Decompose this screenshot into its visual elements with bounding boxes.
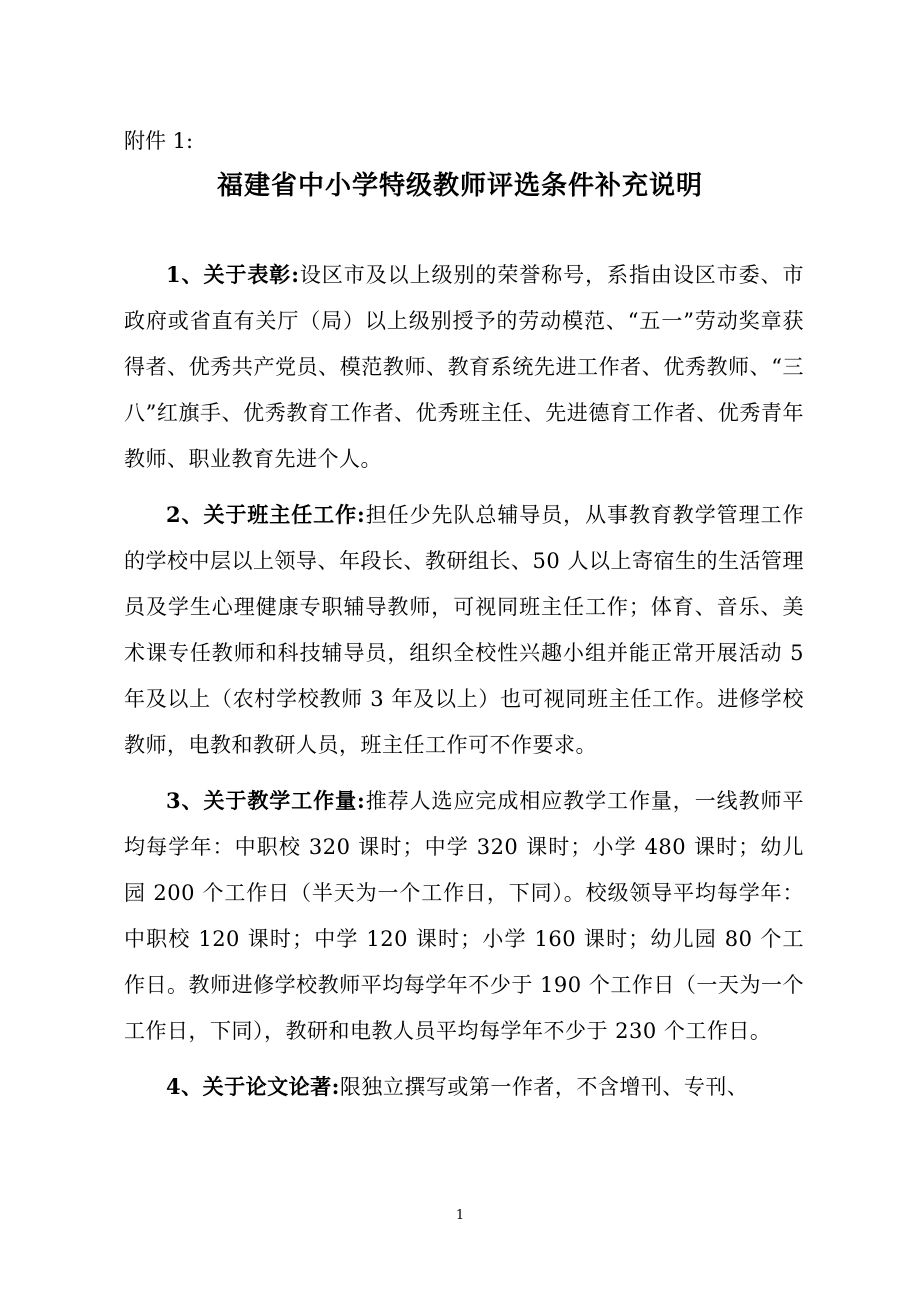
paragraph-text: 设区市及以上级别的荣誉称号，系指由设区市委、市政府或省直有关厅（局）以上级别授予的劳动模范、“五一”劳动奖章获得者、优秀共产党员、模范教师、教育系统先进工作者、优秀教师、“三八”红旗手、优秀教育工作者、优秀班主任、先进德育工作者、优秀青年教师、职业教育先进个人。 <box>124 263 804 471</box>
paragraph-class-teacher <box>124 492 804 768</box>
paragraph-text: 限独立撰写或第一作者，不含增刊、专刊、 <box>339 1075 749 1099</box>
paragraph-heading: 4、关于论文论著: <box>166 1074 340 1099</box>
page-number: 1 <box>455 1208 465 1223</box>
paragraph-text: 担任少先队总辅导员，从事教育教学管理工作的学校中层以上领导、年段长、教研组长、50 人以上寄宿生的生活管理员及学生心理健康专职辅导教师，可视同班主任工作；体育、音乐、美术课专任教师和科技辅导员，组织全校性兴趣小组并能正常开展活动 5 年及以上（农村学校教师 3 年及以上）也可视同班主任工作。进修学校教师，电教和教研人员，班主任工作可不作要求。 <box>124 503 804 757</box>
paragraph-heading: 2、关于班主任工作: <box>166 502 366 527</box>
paragraph-workload <box>124 778 804 1054</box>
attachment-label: 附件 1: <box>124 129 194 153</box>
paragraph-heading: 1、关于表彰: <box>166 262 300 287</box>
document-title: 福建省中小学特级教师评选条件补充说明 <box>216 171 703 201</box>
paragraph-commendation <box>124 252 804 482</box>
paragraph-text: 推荐人选应完成相应教学工作量，一线教师平均每学年：中职校 320 课时；中学 320 课时；小学 480 课时；幼儿园 200 个工作日（半天为一个工作日，下同）。校级领导平均每学年：中职校 120 课时；中学 120 课时；小学 160 课时；幼儿园 80 个工作日。教师进修学校教师平均每学年不少于 190 个工作日（一天为一个工作日，下同），教研和电教人员平均每学年不少于 230 个工作日。 <box>124 789 804 1043</box>
document-body <box>124 252 804 1120</box>
paragraph-heading: 3、关于教学工作量: <box>166 788 366 813</box>
paragraph-papers <box>124 1064 804 1110</box>
